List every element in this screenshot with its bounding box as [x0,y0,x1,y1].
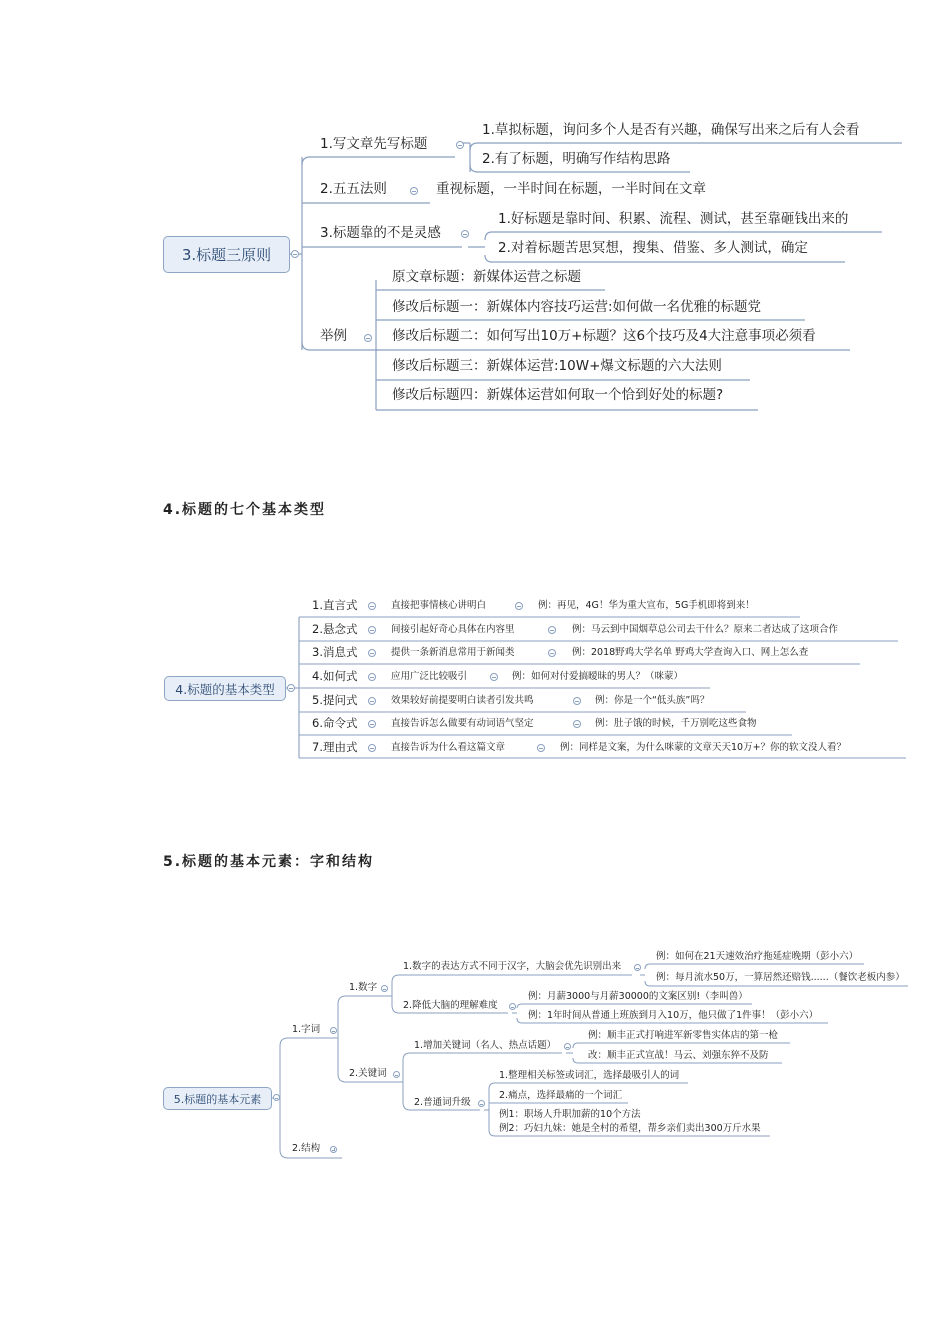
node-test-title[interactable]: 2.对着标题苦思冥想，搜集、借鉴、多人测试，确定 [498,240,808,256]
example-keywords-2[interactable]: 改：顺丰正式宣战！马云、刘强东猝不及防 [588,1050,769,1061]
node-focus-title[interactable]: 重视标题，一半时间在标题，一半时间在文章 [436,181,706,197]
example-revised-4[interactable]: 修改后标题四：新媒体运营如何取一个恰到好处的标题? [392,387,724,403]
type-example[interactable]: 例：你是一个“低头族”吗？ [595,695,710,706]
node-add-keywords[interactable]: 1.增加关键词（名人、热点话题） [414,1040,557,1051]
type-description[interactable]: 直接把事情核心讲明白 [391,600,487,611]
section-heading-seven-types: 4.标题的七个基本类型 [163,502,327,518]
type-name[interactable]: 4.如何式 [312,669,358,683]
example-upgrade-1[interactable]: 例1：职场人升职加薪的10个方法 [499,1109,641,1120]
type-description[interactable]: 直接告诉怎么做要有动词语气坚定 [391,718,534,729]
collapse-icon[interactable] [273,1094,280,1101]
type-description[interactable]: 应用广泛比较吸引 [391,671,468,682]
node-numbers-recognized[interactable]: 1.数字的表达方式不同于汉字，大脑会优先识别出来 [403,961,622,972]
node-upgrade-step-1[interactable]: 1.整理相关标签或词汇，选择最吸引人的词 [499,1070,680,1081]
type-example[interactable]: 例：马云到中国烟草总公司去干什么？原来二者达成了这项合作 [572,624,839,635]
mindmap-3-root[interactable]: 5.标题的基本元素 [163,1087,272,1110]
example-revised-2[interactable]: 修改后标题二：如何写出10万+标题？这6个技巧及4大注意事项必须看 [392,328,816,344]
collapse-icon[interactable] [393,1071,400,1078]
type-description[interactable]: 提供一条新消息常用于新闻类 [391,647,515,658]
section-heading-elements: 5.标题的基本元素：字和结构 [163,854,375,870]
branch-examples[interactable]: 举例 [320,328,347,344]
type-example[interactable]: 例：再见，4G！华为重大宣布，5G手机即将到来！ [538,600,755,611]
mindmap-1-root[interactable]: 3.标题三原则 [163,236,290,273]
type-example[interactable]: 例：如何对付爱搞暧昧的男人？（咪蒙） [512,671,684,682]
node-draft-title[interactable]: 1.草拟标题，询问多个人是否有兴趣，确保写出来之后有人会看 [482,122,860,138]
collapse-icon[interactable] [564,1043,571,1050]
example-difficulty-1[interactable]: 例：月薪3000与月薪30000的文案区别!（李叫兽） [528,991,748,1002]
example-revised-3[interactable]: 修改后标题三：新媒体运营:10W+爆文标题的六大法则 [392,358,722,374]
node-upgrade-step-2[interactable]: 2.痛点，选择最痛的一个词汇 [499,1090,623,1101]
collapse-icon[interactable] [330,1027,337,1034]
example-upgrade-2[interactable]: 例2：巧妇九妹：她是全村的希望，帮乡亲们卖出300万斤水果 [499,1123,761,1134]
branch-keywords[interactable]: 2.关键词 [349,1068,387,1079]
collapse-icon[interactable] [509,1003,516,1010]
branch-numbers[interactable]: 1.数字 [349,982,378,993]
collapse-icon[interactable] [634,964,641,971]
type-name[interactable]: 6.命令式 [312,716,358,730]
collapse-icon[interactable] [478,1100,485,1107]
type-description[interactable]: 间接引起好奇心具体在内容里 [391,624,515,635]
type-name[interactable]: 2.悬念式 [312,622,358,636]
node-good-title-effort[interactable]: 1.好标题是靠时间、积累、流程、测试，甚至靠砸钱出来的 [498,211,849,227]
type-name[interactable]: 5.提问式 [312,693,358,707]
branch-not-inspiration[interactable]: 3.标题靠的不是灵感 [320,225,441,241]
branch-words[interactable]: 1.字词 [292,1024,321,1035]
example-original[interactable]: 原文章标题：新媒体运营之标题 [392,269,581,285]
node-clear-structure[interactable]: 2.有了标题，明确写作结构思路 [482,151,671,167]
collapse-icon[interactable] [381,985,388,992]
branch-fifty-fifty-rule[interactable]: 2.五五法则 [320,181,387,197]
type-name[interactable]: 3.消息式 [312,645,358,659]
type-example[interactable]: 例：2018野鸡大学名单 野鸡大学查询入口、网上怎么查 [572,647,809,658]
type-name[interactable]: 7.理由式 [312,740,358,754]
type-name[interactable]: 1.直言式 [312,598,358,612]
expand-icon[interactable] [330,1146,337,1153]
node-reduce-difficulty[interactable]: 2.降低大脑的理解难度 [403,1000,498,1011]
type-example[interactable]: 例：肚子饿的时候，千万别吃这些食物 [595,718,757,729]
branch-write-title-first[interactable]: 1.写文章先写标题 [320,136,428,152]
mindmap-2-root[interactable]: 4.标题的基本类型 [164,676,286,701]
example-numbers-2[interactable]: 例：每月流水50万，一算居然还赔钱......（餐饮老板内参） [656,972,905,983]
node-upgrade-words[interactable]: 2.普通词升级 [414,1097,471,1108]
type-description[interactable]: 效果较好前提要明白读者引发共鸣 [391,695,534,706]
example-keywords-1[interactable]: 例：顺丰正式打响进军新零售实体店的第一枪 [588,1030,779,1041]
type-description[interactable]: 直接告诉为什么看这篇文章 [391,742,506,753]
branch-structure[interactable]: 2.结构 [292,1143,321,1154]
example-revised-1[interactable]: 修改后标题一：新媒体内容技巧运营:如何做一名优雅的标题党 [392,299,762,315]
example-difficulty-2[interactable]: 例：1年时间从普通上班族到月入10万，他只做了1件事！（彭小六） [528,1010,819,1021]
type-example[interactable]: 例：同样是文案，为什么咪蒙的文章天天10万+？你的软文没人看？ [560,742,847,753]
example-numbers-1[interactable]: 例：如何在21天速效治疗拖延症晚期（彭小六） [656,951,859,962]
